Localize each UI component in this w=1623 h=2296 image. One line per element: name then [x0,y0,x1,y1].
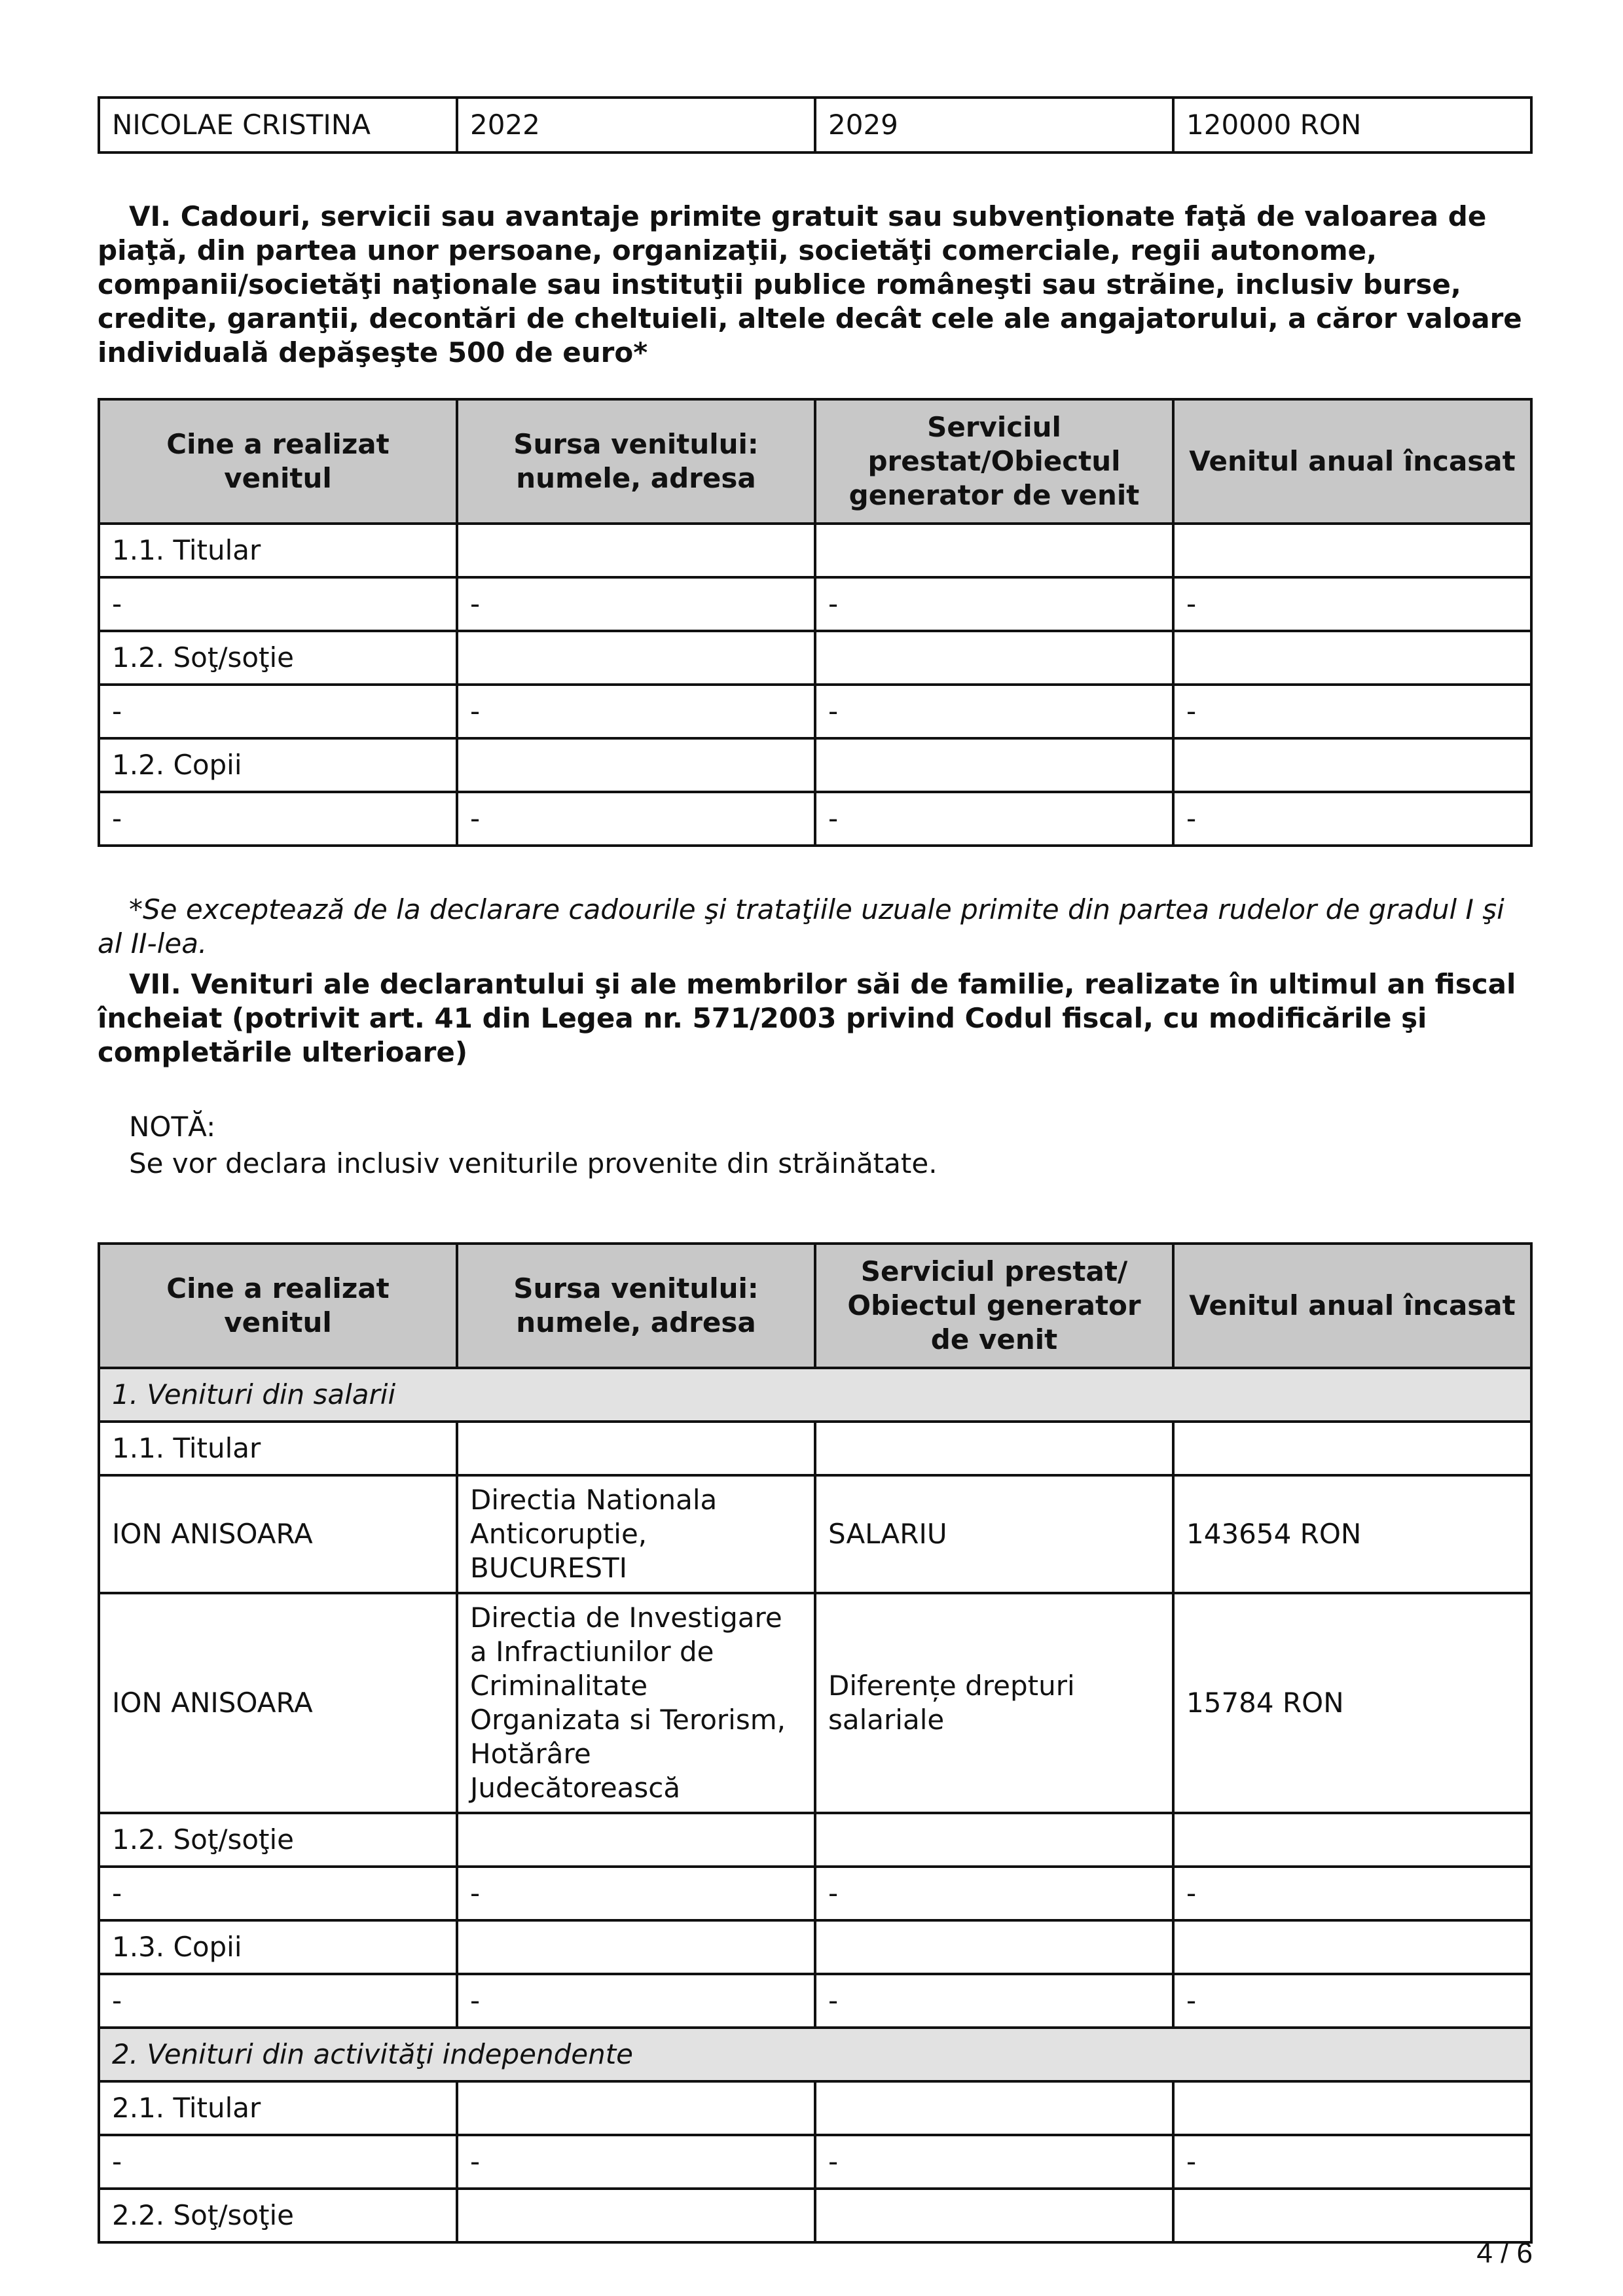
table-cell [1173,738,1531,792]
page-number: 4 / 6 [1476,2237,1533,2269]
table-row [99,792,1531,846]
table-cell: 2.2. Soţ/soţie [99,2189,457,2242]
table-cell: - [457,1974,815,2028]
table-cell: - [815,577,1173,631]
table-cell: 2.1. Titular [99,2081,457,2135]
table-cell: 2022 [457,98,815,152]
column-header: Sursa venitului: numele, adresa [457,399,815,524]
table-row [99,738,1531,792]
table-cell: Directia de Investigare a Infractiunilor de Criminalitate Organizata si Terorism, Hotărâre Judecătorească [457,1593,815,1813]
table-cell [815,1422,1173,1475]
income-table [98,1242,1533,2244]
table-row [99,577,1531,631]
table-cell: Directia Nationala Anticoruptie, BUCURESTI [457,1475,815,1593]
table-cell [457,631,815,685]
table-cell: - [99,685,457,738]
note-text: Se vor declara inclusiv veniturile provenite din străinătate. [129,1147,938,1179]
table-cell: ION ANISOARA [99,1593,457,1813]
column-header: Cine a realizat venitul [99,1244,457,1368]
table-cell: - [1173,685,1531,738]
table-row [99,685,1531,738]
table-cell: - [99,1974,457,2028]
table-cell: - [457,2135,815,2189]
table-cell: - [99,1867,457,1920]
table-cell [1173,631,1531,685]
table-cell: - [457,685,815,738]
table-cell [1173,1422,1531,1475]
table-cell [1173,2189,1531,2242]
table-cell: 15784 RON [1173,1593,1531,1813]
table-cell [1173,2081,1531,2135]
table-cell: - [1173,1867,1531,1920]
table-cell: 1.2. Copii [99,738,457,792]
table-cell: 120000 RON [1173,98,1531,152]
table-row [99,1593,1531,1813]
table-row [99,1974,1531,2028]
table-cell: 2029 [815,98,1173,152]
category-row [99,1368,1531,1422]
category-cell: 1. Venituri din salarii [99,1368,1531,1422]
table-cell: 1.2. Soţ/soţie [99,631,457,685]
table-cell: 1.2. Soţ/soţie [99,1813,457,1867]
table-row [99,1867,1531,1920]
column-header: Serviciul prestat/ Obiectul generator de venit [815,1244,1173,1368]
note-title: NOTĂ: [129,1111,216,1143]
table-cell: - [815,2135,1173,2189]
table-cell [1173,1813,1531,1867]
category-row [99,2028,1531,2081]
table-cell [457,738,815,792]
table-cell: 1.3. Copii [99,1920,457,1974]
table-header-row [99,399,1531,524]
table-cell: ION ANISOARA [99,1475,457,1593]
table-cell [815,2189,1173,2242]
table-row [99,1475,1531,1593]
column-header: Sursa venitului: numele, adresa [457,1244,815,1368]
table-row [99,524,1531,577]
table-cell: - [1173,792,1531,846]
table-cell: - [99,792,457,846]
gifts-footnote: *Se exceptează de la declarare cadourile şi trataţiile uzuale primite din partea rudelor de gradul I şi al II-lea. [98,893,1504,960]
section-7-heading: VII. Venituri ale declarantului şi ale membrilor săi de familie, realizate în ultimul an fiscal încheiat (potrivit art. 41 din Legea nr. 571/2003 privind Codul fiscal, cu modificările şi completările ulterioare) [98,968,1516,1068]
category-cell: 2. Venituri din activităţi independente [99,2028,1531,2081]
table-cell [457,524,815,577]
table-cell: - [815,792,1173,846]
column-header: Venitul anual încasat [1173,1244,1531,1368]
table-header-row [99,1244,1531,1368]
table-row [99,2081,1531,2135]
column-header: Serviciul prestat/Obiectul generator de venit [815,399,1173,524]
table-cell: NICOLAE CRISTINA [99,98,457,152]
table-cell [457,2189,815,2242]
gifts-table [98,398,1533,847]
table-cell: - [815,1974,1173,2028]
table-row [99,1813,1531,1867]
table-cell: - [1173,2135,1531,2189]
section-6-heading: VI. Cadouri, servicii sau avantaje primite gratuit sau subvenţionate faţă de valoarea de piaţă, din partea unor persoane, organizaţii, societăţi comerciale, regii autonome, companii/societăţi naţionale sau instituţii publice româneşti sau străine, inclusiv burse, credite, garanţii, decontări de cheltuieli, altele decât cele ale angajatorului, a căror valoare individuală depăşeşte 500 de euro* [98,200,1522,368]
column-header: Venitul anual încasat [1173,399,1531,524]
table-cell: 1.1. Titular [99,1422,457,1475]
table-cell [1173,524,1531,577]
table-cell: - [1173,577,1531,631]
table-cell [457,1422,815,1475]
table-row [99,1920,1531,1974]
table-cell [457,1813,815,1867]
table-row [99,2189,1531,2242]
table-cell: Diferențe drepturi salariale [815,1593,1173,1813]
table-cell [457,1920,815,1974]
previous-section-table [98,96,1533,154]
table-cell: - [99,577,457,631]
table-cell: - [457,1867,815,1920]
table-cell: 143654 RON [1173,1475,1531,1593]
table-cell: - [457,577,815,631]
table-row [99,1422,1531,1475]
table-cell: 1.1. Titular [99,524,457,577]
column-header: Cine a realizat venitul [99,399,457,524]
table-row [99,631,1531,685]
table-cell [815,1920,1173,1974]
table-cell: SALARIU [815,1475,1173,1593]
table-row [99,98,1531,152]
table-cell: - [1173,1974,1531,2028]
table-cell: - [457,792,815,846]
table-cell [815,524,1173,577]
table-cell [457,2081,815,2135]
table-cell: - [815,1867,1173,1920]
table-cell [1173,1920,1531,1974]
table-cell [815,738,1173,792]
table-cell [815,631,1173,685]
table-row [99,2135,1531,2189]
table-cell [815,2081,1173,2135]
table-cell: - [99,2135,457,2189]
table-cell [815,1813,1173,1867]
table-cell: - [815,685,1173,738]
